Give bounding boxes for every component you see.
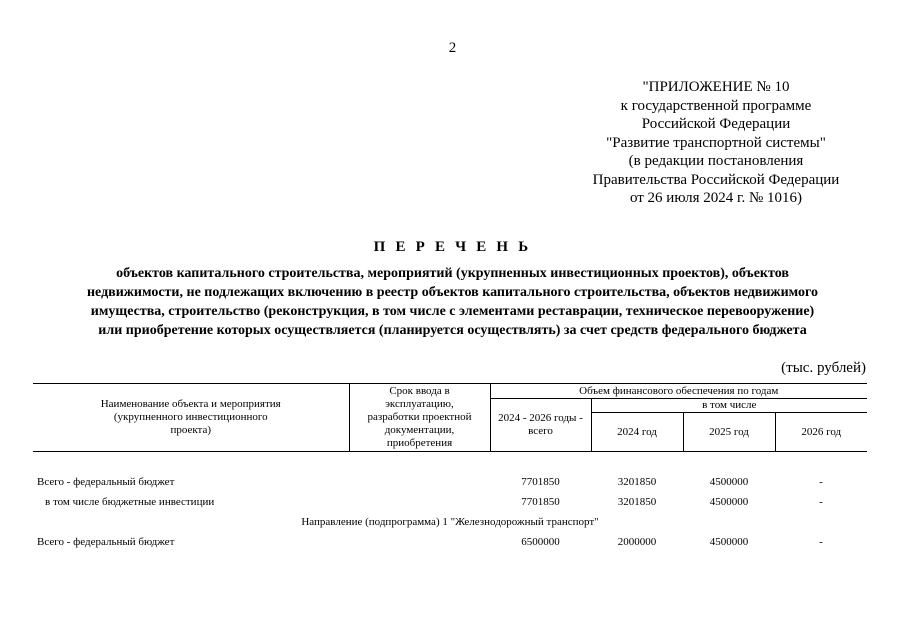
- row-deadline: [349, 532, 490, 552]
- header-name: Наименование объекта и мероприятия (укрупненного инвестиционного проекта): [33, 384, 349, 452]
- appendix-line: "Развитие транспортной системы": [606, 134, 826, 151]
- row-deadline: [349, 492, 490, 512]
- header-total: 2024 - 2026 годы - всего: [490, 399, 591, 452]
- row-2026: -: [819, 535, 823, 548]
- row-2025: 4500000: [709, 495, 749, 508]
- row-name: Всего - федеральный бюджет: [37, 535, 175, 548]
- header-2026: 2026 год: [775, 413, 867, 452]
- row-2024: 3201850: [617, 475, 657, 488]
- subtitle-line: имущества, строительство (реконструкция, в том числе с элементами реставрации, техническое перевооружение): [90, 304, 815, 319]
- appendix-line: Правительства Российской Федерации: [592, 171, 840, 188]
- table-row: [33, 472, 867, 492]
- appendix-line: "ПРИЛОЖЕНИЕ № 10: [642, 79, 790, 95]
- subtitle-line: недвижимости, не подлежащих включению в реестр объектов капитального строительства, объектов недвижимого: [86, 285, 819, 300]
- row-2026: -: [819, 495, 823, 508]
- row-name: Всего - федеральный бюджет: [37, 475, 175, 488]
- document-subtitle: [40, 264, 865, 340]
- row-2026: -: [819, 475, 823, 488]
- section-title: Направление (подпрограмма) 1 "Железнодорожный транспорт": [301, 515, 599, 528]
- row-2024: 2000000: [617, 535, 657, 548]
- row-name: в том числе бюджетные инвестиции: [45, 495, 215, 508]
- units-label: (тыс. рублей): [781, 360, 866, 376]
- row-total: 6500000: [521, 535, 560, 548]
- funding-table: [33, 383, 867, 552]
- row-deadline: [349, 472, 490, 492]
- header-including: в том числе: [591, 399, 867, 413]
- header-2024: 2024 год: [591, 413, 683, 452]
- appendix-line: от 26 июля 2024 г. № 1016): [629, 190, 803, 206]
- document-title: П Е Р Е Ч Е Н Ь: [373, 239, 532, 255]
- appendix-heading: [580, 78, 852, 208]
- section-row: [33, 512, 867, 532]
- subtitle-line: или приобретение которых осуществляется (планируется осуществлять) за счет средств федерального бюджета: [98, 323, 807, 338]
- header-deadline: Срок ввода в эксплуатацию, разработки проектной документации, приобретения: [349, 384, 490, 452]
- row-total: 7701850: [521, 475, 560, 488]
- table-row: [33, 532, 867, 552]
- row-total: 7701850: [521, 495, 560, 508]
- row-2025: 4500000: [709, 475, 749, 488]
- header-funding: Объем финансового обеспечения по годам: [490, 384, 867, 399]
- row-2025: 4500000: [709, 535, 749, 548]
- row-2024: 3201850: [617, 495, 657, 508]
- header-2025: 2025 год: [683, 413, 775, 452]
- appendix-line: (в редакции постановления: [628, 153, 804, 169]
- table-row: [33, 492, 867, 512]
- subtitle-line: объектов капитального строительства, мероприятий (укрупненных инвестиционных проектов), объектов: [116, 266, 789, 281]
- appendix-line: Российской Федерации: [641, 116, 791, 132]
- appendix-line: к государственной программе: [620, 97, 812, 114]
- page-number: 2: [448, 40, 457, 56]
